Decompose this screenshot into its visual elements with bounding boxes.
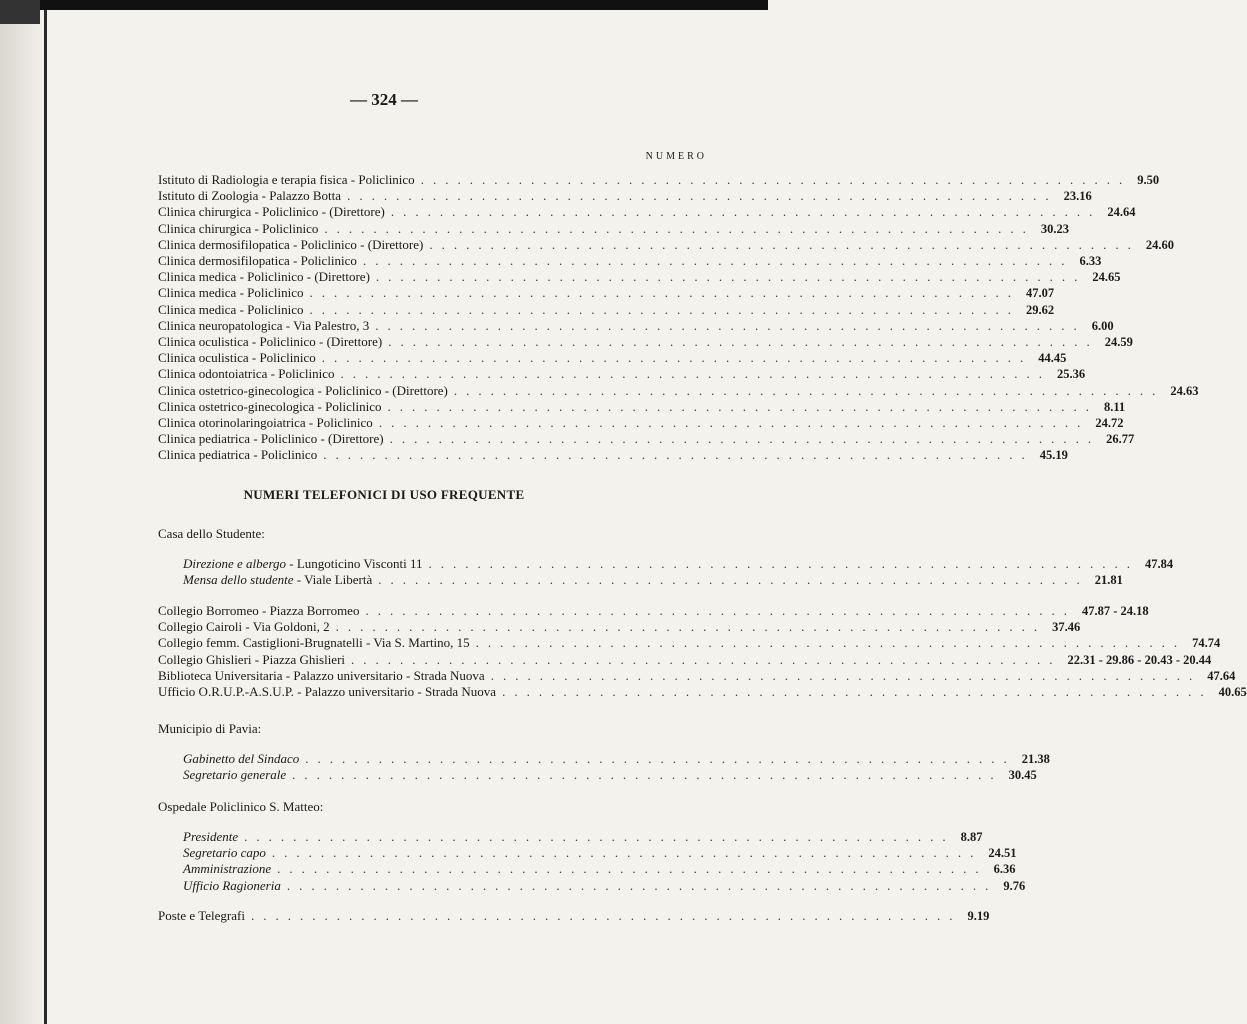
entry-number: 74.74 — [1192, 636, 1221, 651]
list-item — [158, 635, 1221, 651]
entry-label: Istituto di Zoologia - Palazzo Botta — [158, 188, 342, 204]
list-item — [158, 188, 1092, 204]
section-heading: NUMERI TELEFONICI DI USO FREQUENTE — [243, 487, 525, 502]
dot-leader: .......................................................... — [378, 415, 1090, 431]
dot-leader: .......................................................... — [375, 317, 1086, 333]
entry-label: Presidente — [183, 829, 239, 844]
group-title: Ospedale Policlinico S. Matteo: — [158, 799, 324, 814]
poste-block — [158, 908, 990, 924]
dot-leader: .......................................................... — [490, 667, 1202, 683]
entry-label: Segretario generale — [183, 767, 287, 783]
entry-label: Ufficio O.R.U.P.-A.S.U.P. - Palazzo universitario - Strada Nuova — [158, 684, 497, 700]
entry-label: Collegio femm. Castiglioni-Brugnatelli - Via S. Martino, 15 — [158, 635, 470, 651]
entry-label: Clinica medica - Policlinico — [158, 301, 304, 317]
dot-leader: .......................................................... — [389, 431, 1101, 447]
list-item — [158, 301, 1055, 318]
entry-address: - Viale Libertà — [293, 572, 373, 588]
institutes-list — [158, 172, 1199, 464]
dot-leader: .......................................................... — [365, 603, 1076, 618]
list-item — [158, 415, 1124, 431]
list-item — [183, 845, 1017, 861]
entry-number: 30.23 — [1040, 221, 1070, 236]
entry-number: 47.87 - 24.18 — [1081, 604, 1149, 618]
list-item — [158, 269, 1121, 285]
dot-leader: .......................................................... — [378, 572, 1089, 588]
entry-label: Clinica dermosifilopatica - Policlinico — [158, 253, 357, 269]
list-item — [158, 603, 1149, 619]
entry-number: 22.31 - 29.86 - 20.43 - 20.44 — [1067, 652, 1212, 667]
entry-label: Clinica pediatrica - Policlinico — [158, 447, 318, 463]
entry-number: 21.38 — [1021, 752, 1050, 766]
dot-leader: .......................................................... — [324, 220, 1035, 236]
entry-label: Istituto di Radiologia e terapia fisica - Policlinico — [158, 172, 415, 187]
entry-address: - Lungoticino Visconti 11 — [286, 556, 423, 571]
list-item — [183, 829, 983, 845]
entry-number: 8.87 — [960, 830, 983, 844]
entry-number: 24.64 — [1107, 205, 1136, 220]
dot-leader: .......................................................... — [388, 334, 1099, 350]
dot-leader: .......................................................... — [453, 382, 1165, 398]
dot-leader: .......................................................... — [429, 236, 1140, 252]
dot-leader: .......................................................... — [271, 845, 983, 861]
entry-number: 44.45 — [1038, 351, 1067, 366]
dot-leader: .......................................................... — [292, 767, 1003, 783]
entry-number: 9.19 — [967, 909, 990, 923]
entry-label: Biblioteca Universitaria - Palazzo universitario - Strada Nuova — [158, 667, 485, 683]
dot-leader: .......................................................... — [428, 556, 1139, 571]
entry-label: Clinica odontoiatrica - Policlinico — [158, 366, 335, 382]
dot-leader: .......................................................... — [277, 861, 988, 877]
entry-number: 47.84 — [1144, 557, 1174, 571]
entry-number: 47.64 — [1207, 668, 1236, 683]
group-title: Municipio di Pavia: — [158, 721, 262, 736]
entry-number: 45.19 — [1039, 448, 1068, 463]
entry-label: Clinica ostetrico-ginecologica - Policlinico - (Direttore) — [158, 382, 448, 398]
scan-corner-mark — [0, 0, 40, 24]
dot-leader: .......................................................... — [351, 651, 1062, 667]
entry-number: 23.16 — [1063, 189, 1092, 204]
entry-number: 40.65 — [1218, 685, 1247, 700]
entry-label: Clinica chirurgica - Policlinico — [158, 220, 319, 236]
dot-leader: .......................................................... — [390, 204, 1102, 220]
page-number: — 324 — — [350, 90, 418, 109]
entry-number: 24.72 — [1095, 416, 1124, 431]
dot-leader: .......................................................... — [340, 366, 1052, 382]
list-item — [183, 861, 1016, 877]
dot-leader: .......................................................... — [362, 253, 1074, 269]
dot-leader: .......................................................... — [347, 188, 1058, 204]
entry-number: 24.59 — [1104, 335, 1133, 350]
list-item — [158, 350, 1067, 366]
list-item — [158, 253, 1102, 269]
list-item — [183, 572, 1123, 588]
entry-label: Poste e Telegrafi — [158, 908, 245, 923]
list-item — [158, 334, 1133, 350]
entry-number: 21.81 — [1094, 573, 1123, 588]
list-item — [158, 204, 1136, 220]
dot-leader: .......................................................... — [387, 398, 1098, 414]
entry-label: Collegio Cairoli - Via Goldoni, 2 — [158, 619, 330, 635]
entry-label: Clinica chirurgica - Policlinico - (Direttore) — [158, 204, 385, 220]
entry-label: Direzione e albergo — [183, 556, 287, 571]
list-item — [158, 172, 1160, 188]
dot-leader: .......................................................... — [309, 285, 1020, 301]
list-item — [158, 285, 1055, 301]
entry-label: Collegio Borromeo - Piazza Borromeo — [158, 603, 360, 618]
list-item — [158, 382, 1199, 399]
entry-label: Ufficio Ragioneria — [183, 877, 281, 893]
list-item — [158, 447, 1068, 463]
entry-number: 24.51 — [988, 846, 1017, 861]
casa-studente-block — [158, 526, 1174, 588]
dot-leader: .......................................................... — [321, 350, 1033, 366]
list-item — [183, 556, 1174, 572]
entry-number: 24.63 — [1170, 383, 1199, 398]
list-item — [158, 431, 1135, 447]
scan-left-margin — [0, 0, 46, 1024]
entry-number: 6.36 — [993, 862, 1016, 877]
list-item — [158, 908, 990, 924]
entry-label: Amministrazione — [183, 861, 272, 877]
entry-label: Clinica oculistica - Policlinico — [158, 350, 316, 366]
dot-leader: .......................................................... — [323, 447, 1034, 463]
list-item — [158, 398, 1126, 415]
entry-number: 47.07 — [1026, 286, 1055, 301]
list-item — [158, 366, 1086, 382]
entry-number: 6.33 — [1079, 254, 1102, 269]
ospedale-block — [158, 799, 1026, 894]
list-item — [183, 767, 1037, 783]
dot-leader: .......................................................... — [335, 619, 1047, 635]
entry-number: 9.50 — [1137, 173, 1160, 187]
list-item — [183, 877, 1026, 894]
list-item — [158, 684, 1247, 700]
entry-label: Clinica oculistica - Policlinico - (Direttore) — [158, 334, 383, 350]
list-item — [158, 317, 1114, 334]
entry-number: 6.00 — [1091, 318, 1114, 333]
entry-number: 30.45 — [1008, 768, 1037, 783]
entry-number: 24.60 — [1145, 237, 1174, 252]
entry-number: 29.62 — [1026, 302, 1055, 317]
colleges-list — [158, 603, 1247, 700]
dot-leader: .......................................................... — [502, 684, 1213, 700]
entry-number: 24.65 — [1092, 270, 1121, 285]
dot-leader: .......................................................... — [244, 829, 955, 844]
entry-label: Collegio Ghislieri - Piazza Ghislieri — [158, 651, 346, 667]
dot-leader: .......................................................... — [286, 877, 998, 893]
dot-leader: .......................................................... — [420, 172, 1132, 187]
entry-number: 37.46 — [1052, 620, 1081, 635]
dot-leader: .......................................................... — [250, 908, 962, 923]
dot-leader: .......................................................... — [475, 635, 1187, 651]
entry-number: 9.76 — [1003, 878, 1026, 893]
list-item — [183, 751, 1050, 767]
dot-leader: .......................................................... — [309, 301, 1020, 317]
entry-label: Clinica pediatrica - Policlinico - (Direttore) — [158, 431, 384, 447]
scan-binding-line — [44, 0, 47, 1024]
scan-top-edge — [0, 0, 768, 10]
entry-label: Clinica otorinolaringoiatrica - Policlinico — [158, 415, 373, 431]
entry-number: 25.36 — [1057, 367, 1086, 382]
column-header: NUMERO — [645, 151, 707, 162]
list-item — [158, 619, 1081, 635]
entry-label: Mensa dello studente — [183, 572, 294, 588]
entry-label: Clinica dermosifilopatica - Policlinico - (Direttore) — [158, 236, 424, 252]
entry-number: 8.11 — [1103, 399, 1126, 414]
entry-label: Clinica medica - Policlinico - (Direttore) — [158, 269, 370, 285]
list-item — [158, 651, 1212, 668]
list-item — [158, 220, 1070, 237]
entry-number: 26.77 — [1106, 432, 1135, 447]
list-item — [158, 667, 1236, 684]
list-item — [158, 236, 1174, 253]
entry-label: Gabinetto del Sindaco — [183, 751, 300, 766]
municipio-block — [158, 721, 1050, 783]
entry-label: Clinica ostetrico-ginecologica - Policlinico — [158, 398, 382, 414]
dot-leader: .......................................................... — [305, 751, 1016, 766]
dot-leader: .......................................................... — [375, 269, 1087, 285]
group-title: Casa dello Studente: — [158, 526, 265, 541]
entry-label: Clinica neuropatologica - Via Palestro, 3 — [158, 317, 370, 333]
entry-label: Segretario capo — [183, 845, 266, 861]
entry-label: Clinica medica - Policlinico — [158, 285, 304, 301]
